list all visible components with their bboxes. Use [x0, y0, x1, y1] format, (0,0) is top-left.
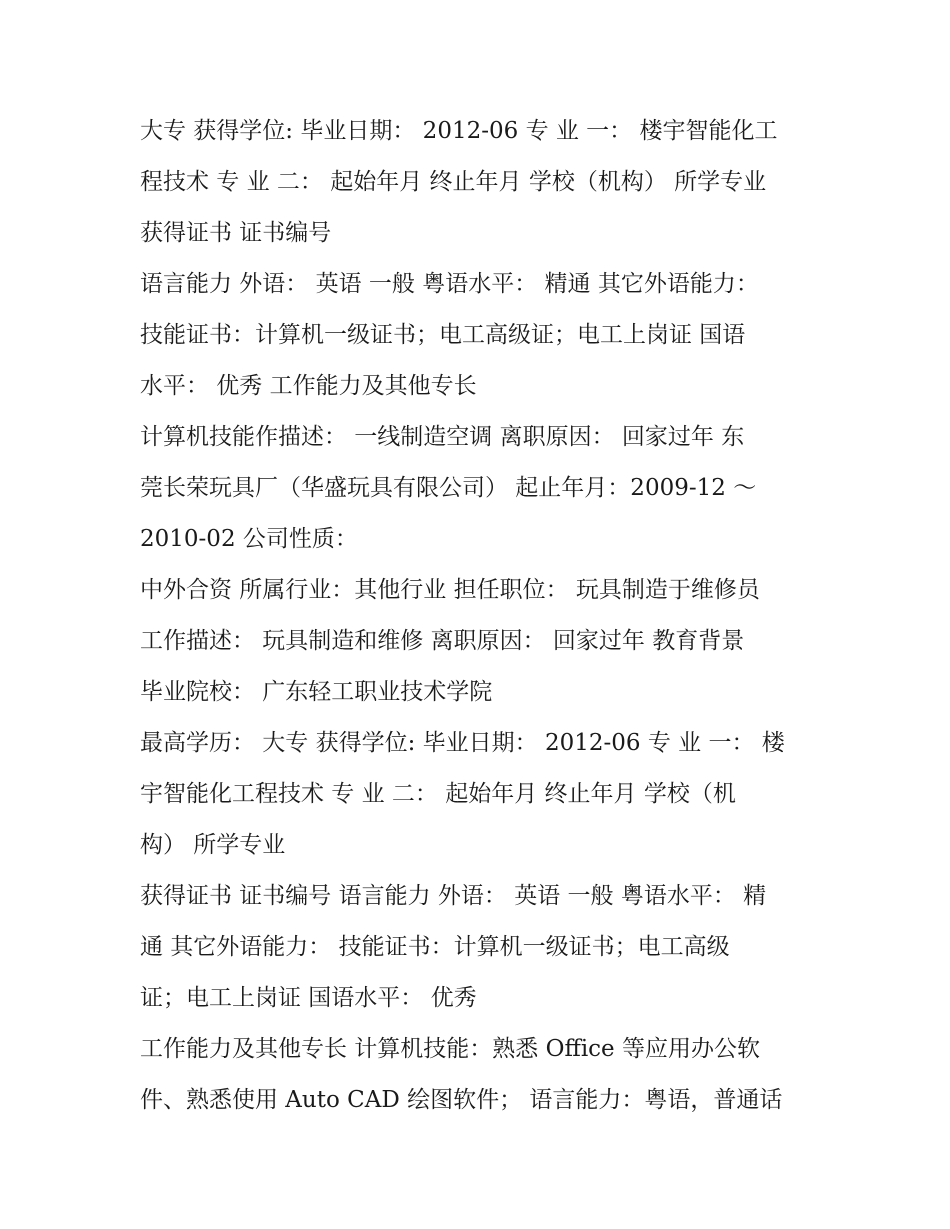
- text-line: 大专 获得学位: 毕业日期： 2012-06 专 业 一： 楼宇智能化工: [140, 118, 778, 144]
- paragraph-education-2: [140, 718, 820, 871]
- text-line: 水平： 优秀 工作能力及其他专长: [140, 373, 477, 399]
- paragraph-work-experience-1: [140, 412, 820, 565]
- text-line: 获得证书 证书编号: [140, 220, 332, 246]
- text-line: 获得证书 证书编号 语言能力 外语： 英语 一般 粤语水平： 精: [140, 883, 767, 909]
- text-line: 件、熟悉使用 Auto CAD 绘图软件； 语言能力：粤语，普通话: [140, 1087, 783, 1113]
- text-line: 程技术 专 业 二： 起始年月 终止年月 学校（机构） 所学专业: [140, 169, 767, 195]
- paragraph-skills: [140, 1024, 820, 1126]
- paragraph-work-experience-2: [140, 565, 820, 718]
- text-line: 工作描述： 玩具制造和维修 离职原因： 回家过年 教育背景: [140, 628, 745, 654]
- text-line: 语言能力 外语： 英语 一般 粤语水平： 精通 其它外语能力：: [140, 271, 759, 297]
- text-line: 证；电工上岗证 国语水平： 优秀: [140, 985, 477, 1011]
- text-line: 构） 所学专业: [140, 832, 286, 858]
- text-line: 技能证书：计算机一级证书；电工高级证；电工上岗证 国语: [140, 322, 746, 348]
- paragraph-education-1: [140, 106, 820, 259]
- text-line: 工作能力及其他专长 计算机技能：熟悉 Office 等应用办公软: [140, 1036, 760, 1062]
- paragraph-language-2: [140, 871, 820, 1024]
- text-line: 中外合资 所属行业：其他行业 担任职位： 玩具制造于维修员: [140, 577, 760, 603]
- paragraph-language-1: [140, 259, 820, 412]
- text-line: 通 其它外语能力： 技能证书：计算机一级证书；电工高级: [140, 934, 730, 960]
- text-line: 最高学历： 大专 获得学位: 毕业日期： 2012-06 专 业 一： 楼: [140, 730, 785, 756]
- text-line: 宇智能化工程技术 专 业 二： 起始年月 终止年月 学校（机: [140, 781, 736, 807]
- text-line: 毕业院校： 广东轻工职业技术学院: [140, 679, 493, 705]
- text-line: 计算机技能作描述： 一线制造空调 离职原因： 回家过年 东: [140, 424, 745, 450]
- text-line: 莞长荣玩具厂（华盛玩具有限公司） 起止年月：2009-12 ～: [140, 475, 757, 501]
- document-body: [140, 106, 820, 1126]
- text-line: 2010-02 公司性质：: [140, 526, 358, 552]
